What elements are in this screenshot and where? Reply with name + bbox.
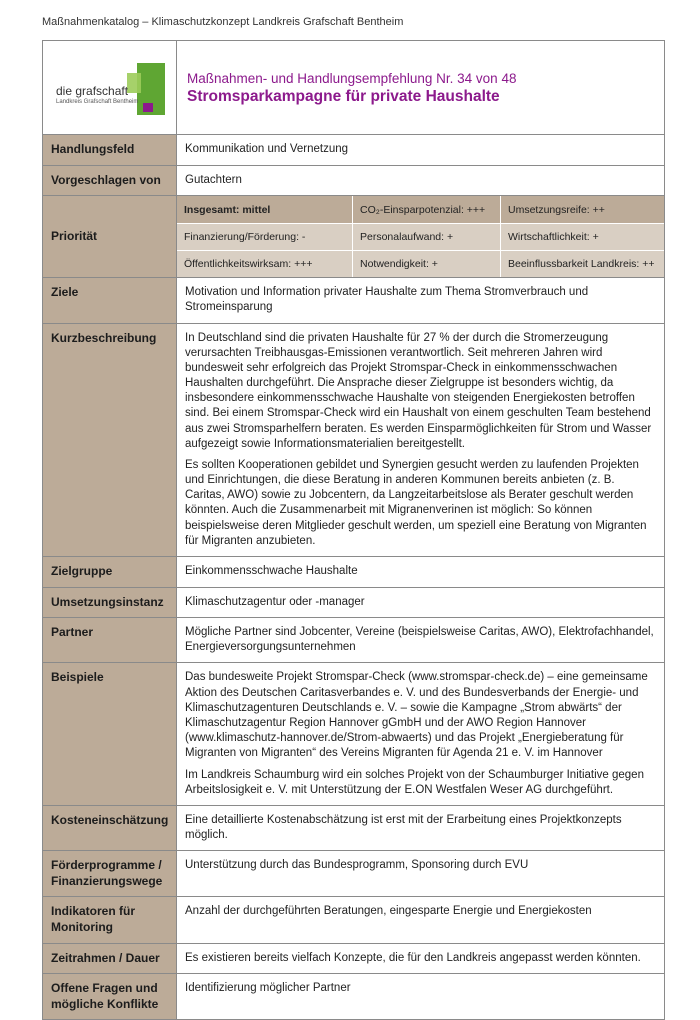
value-zeitrahmen: Es existieren bereits vielfach Konzepte, die für den Landkreis angepasst werden könnten. bbox=[185, 951, 641, 964]
priority-umsetzungsreife: Umsetzungsreife: ++ bbox=[500, 196, 664, 223]
row-partner bbox=[43, 617, 664, 662]
kurzbeschreibung-paragraph: Es sollten Kooperationen gebildet und Synergien gesucht werden zu laufenden Projekten und Einrichtungen, die diese Beratung in anderen Kommunen bereits anbieten (z. B. Caritas, AWO) sowie zu Jobcentern, da Langzeitarbeitslose als Berater geschult werden könnten. Auch die Zusammenarbeit mit Migranenverinen ist möglich: So können beispielsweise deren Mitglieder geschult werden, um speziell eine Beratung von Migranten für Migranten anzubieten. bbox=[185, 458, 647, 547]
label-umsetzungsinstanz: Umsetzungsinstanz bbox=[43, 588, 177, 618]
label-partner: Partner bbox=[43, 618, 177, 662]
label-zielgruppe: Zielgruppe bbox=[43, 557, 177, 587]
priority-co2: CO₂-Einsparpotenzial: +++ bbox=[352, 196, 500, 223]
value-partner: Mögliche Partner sind Jobcenter, Vereine (beispielsweise Caritas, AWO), Elektrofachhandel, Energieversorgungsunternehmen bbox=[185, 626, 654, 654]
logo-wordmark: die grafschaft bbox=[56, 84, 129, 98]
value-zielgruppe: Einkommensschwache Haushalte bbox=[185, 564, 358, 577]
row-kurzbeschreibung bbox=[43, 323, 664, 556]
row-handlungsfeld bbox=[43, 134, 664, 165]
row-vorgeschlagen bbox=[43, 165, 664, 196]
priority-oeffentlichkeit: Öffentlichkeitswirksam: +++ bbox=[177, 250, 352, 277]
value-ziele: Motivation und Information privater Haushalte zum Thema Stromverbrauch und Stromeinsparung bbox=[185, 286, 589, 314]
label-handlungsfeld: Handlungsfeld bbox=[43, 135, 177, 165]
kurzbeschreibung-paragraph: In Deutschland sind die privaten Haushalte für 27 % der durch die Stromerzeugung verursachten Treibhausgas-Emissionen verantwortlich. Seit mehreren Jahren wird bundesweit sehr erfolgreich das Projekt Stromspar-Check in einkommensschwachen Haushalten durchgeführt. Die Ansprache dieser Zielgruppe ist besonders wichtig, da insbesondere einkommensschwache Haushalte von steigenden Energiekosten betroffen sind. Bei einem Stromspar-Check wird ein Haushalt von einem geschulten Team bestehend aus zwei Stromsparhelfern beraten. Es werden Einsparmöglichkeiten für Strom und Wasser aufgezeigt sowie Informationsmaterialien bereitgestellt. bbox=[185, 331, 652, 450]
label-ziele: Ziele bbox=[43, 278, 177, 322]
row-indikatoren bbox=[43, 896, 664, 942]
value-indikatoren: Anzahl der durchgeführten Beratungen, eingesparte Energie und Energiekosten bbox=[185, 905, 592, 918]
row-prioritaet bbox=[43, 195, 664, 277]
label-offene-fragen: Offene Fragen und mögliche Konflikte bbox=[43, 974, 177, 1019]
measure-number: Maßnahmen- und Handlungsempfehlung Nr. 34 von 48 bbox=[187, 71, 517, 86]
label-indikatoren: Indikatoren für Monitoring bbox=[43, 897, 177, 942]
label-prioritaet: Priorität bbox=[43, 196, 177, 277]
priority-personalaufwand: Personalaufwand: + bbox=[352, 223, 500, 250]
priority-finanzierung: Finanzierung/Förderung: - bbox=[177, 223, 352, 250]
row-zeitrahmen bbox=[43, 943, 664, 974]
title-row bbox=[43, 41, 664, 134]
row-foerder bbox=[43, 850, 664, 896]
label-kurzbeschreibung: Kurzbeschreibung bbox=[43, 324, 177, 556]
logo-square-lightgreen bbox=[127, 73, 141, 93]
value-offene-fragen: Identifizierung möglicher Partner bbox=[185, 982, 351, 995]
label-kosten: Kosteneinschätzung bbox=[43, 806, 177, 850]
measure-title: Stromsparkampagne für private Haushalte bbox=[187, 88, 500, 105]
label-zeitrahmen: Zeitrahmen / Dauer bbox=[43, 944, 177, 974]
beispiele-paragraph: Im Landkreis Schaumburg wird ein solches Projekt von der Schaumburger Initiative gegen Arbeitslosigkeit e. V. mit Unterstützung der E.ON Westfalen Weser AG durchgeführt. bbox=[185, 768, 644, 796]
value-foerder: Unterstützung durch das Bundesprogramm, Sponsoring durch EVU bbox=[185, 859, 529, 872]
title-block bbox=[177, 41, 664, 134]
label-beispiele: Beispiele bbox=[43, 663, 177, 804]
value-kosten: Eine detaillierte Kostenabschätzung ist erst mit der Erarbeitung eines Projektkonzepts möglich. bbox=[185, 813, 622, 842]
label-vorgeschlagen: Vorgeschlagen von bbox=[43, 166, 177, 196]
logo-square-purple bbox=[143, 103, 153, 112]
row-offene-fragen bbox=[43, 973, 664, 1019]
row-beispiele bbox=[43, 662, 664, 804]
running-header: Maßnahmenkatalog – Klimaschutzkonzept Landkreis Grafschaft Bentheim bbox=[42, 16, 404, 28]
beispiele-paragraph: Das bundesweite Projekt Stromspar-Check (www.stromspar-check.de) – eine gemeinsame Aktion des Deutschen Caritasverbandes e. V. und des Bundesverbands der Energie- und Klimaschutzagenturen Deutschlands e. V. – sowie die Kampagne „Strom abwärts“ der Klimaschutzagentur Region Hannover gGmbH und der AWO Region Hannover (www.klimaschutz-hannover.de/Strom-abwaerts) und das Projekt „Energieberatung für Migranten von Migranten“ des Vereins Migranten für Agenda 21 e. V. im Hannover bbox=[185, 671, 648, 760]
row-kosten bbox=[43, 805, 664, 850]
priority-notwendigkeit: Notwendigkeit: + bbox=[352, 250, 500, 277]
value-vorgeschlagen: Gutachtern bbox=[185, 173, 242, 186]
row-umsetzungsinstanz bbox=[43, 587, 664, 618]
priority-wirtschaftlichkeit: Wirtschaftlichkeit: + bbox=[500, 223, 664, 250]
row-zielgruppe bbox=[43, 556, 664, 587]
label-foerder: Förderprogramme / Finanzierungswege bbox=[43, 851, 177, 896]
value-handlungsfeld: Kommunikation und Vernetzung bbox=[185, 143, 349, 155]
priority-grid bbox=[177, 196, 664, 277]
row-ziele bbox=[43, 277, 664, 322]
value-beispiele bbox=[177, 663, 664, 804]
value-kurzbeschreibung bbox=[177, 324, 664, 556]
logo-subtitle: Landkreis Grafschaft Bentheim bbox=[56, 99, 139, 105]
value-umsetzungsinstanz: Klimaschutzagentur oder -manager bbox=[185, 595, 365, 608]
logo bbox=[43, 41, 177, 134]
priority-overall: Insgesamt: mittel bbox=[177, 196, 352, 223]
priority-beeinflussbarkeit: Beeinflussbarkeit Landkreis: ++ bbox=[500, 250, 664, 277]
measure-sheet bbox=[42, 40, 665, 1020]
